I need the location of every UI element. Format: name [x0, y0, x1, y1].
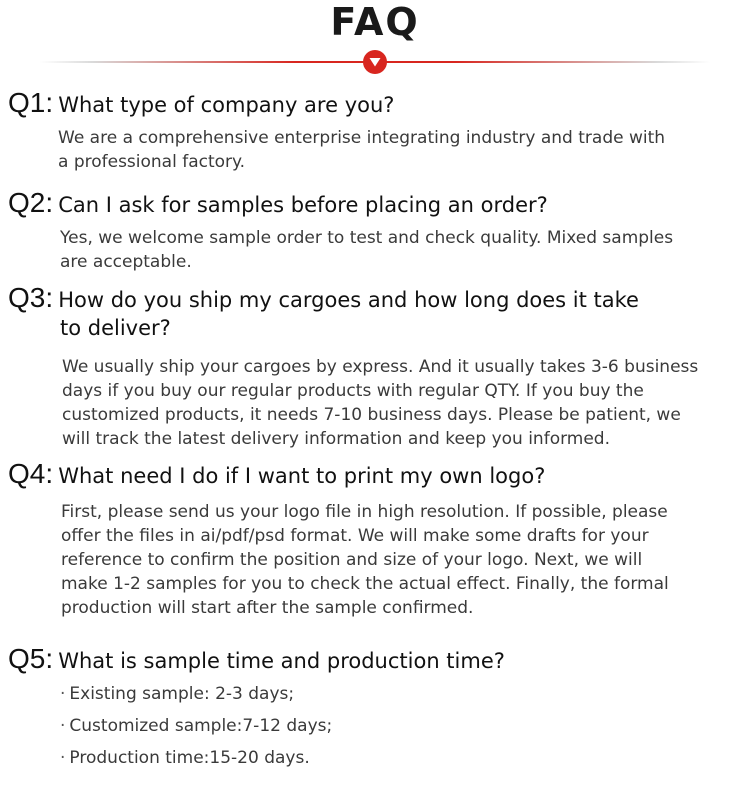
answer-line: offer the files in ai/pdf/psd format. We will make some drafts for your	[61, 526, 649, 546]
faq-question-3	[8, 282, 743, 314]
question-text: What type of company are you?	[58, 93, 395, 117]
question-number: Q1:	[8, 87, 54, 118]
answer-line: First, please send us your logo file in high resolution. If possible, please	[61, 502, 668, 522]
question-number: Q3:	[8, 282, 54, 313]
answer-line: will track the latest delivery information and keep you informed.	[62, 429, 610, 449]
faq-answer-2	[60, 226, 673, 274]
answer-line: production will start after the sample confirmed.	[61, 598, 474, 618]
faq-answer-1	[58, 126, 665, 174]
faq-question-2	[8, 187, 743, 219]
faq-question-5	[8, 643, 743, 675]
bullet-marker: ·	[60, 684, 66, 704]
question-text: How do you ship my cargoes and how long does it take	[58, 288, 639, 312]
chevron-down-icon	[363, 50, 387, 74]
question-text-continued: to deliver?	[60, 316, 171, 340]
answer-line: We usually ship your cargoes by express. And it usually takes 3-6 business	[62, 357, 699, 377]
bullet-text: Existing sample: 2-3 days;	[69, 684, 295, 704]
answer-line: We are a comprehensive enterprise integrating industry and trade with	[58, 128, 666, 148]
page-title: FAQ	[330, 0, 420, 44]
question-text: What need I do if I want to print my own logo?	[58, 464, 546, 488]
list-item	[60, 716, 332, 736]
answer-line: reference to confirm the position and size of your logo. Next, we will	[61, 550, 643, 570]
answer-line: customized products, it needs 7-10 business days. Please be patient, we	[62, 405, 681, 425]
bullet-marker: ·	[60, 748, 66, 768]
list-item	[60, 748, 310, 768]
answer-line: are acceptable.	[60, 252, 192, 272]
bullet-text: Production time:15-20 days.	[69, 748, 310, 768]
list-item	[60, 684, 294, 704]
faq-answer-4	[61, 500, 669, 620]
question-number: Q4:	[8, 458, 54, 489]
answer-line: make 1-2 samples for you to check the actual effect. Finally, the formal	[61, 574, 669, 594]
answer-line: Yes, we welcome sample order to test and check quality. Mixed samples	[60, 228, 674, 248]
answer-line: a professional factory.	[58, 152, 246, 172]
faq-question-1	[8, 87, 743, 119]
question-number: Q5:	[8, 643, 54, 674]
bullet-text: Customized sample:7-12 days;	[69, 716, 333, 736]
bullet-marker: ·	[60, 716, 66, 736]
question-text: Can I ask for samples before placing an order?	[58, 193, 548, 217]
faq-question-4	[8, 458, 743, 490]
answer-line: days if you buy our regular products with regular QTY. If you buy the	[62, 381, 644, 401]
question-text: What is sample time and production time?	[58, 649, 505, 673]
faq-answer-3	[62, 355, 698, 451]
question-number: Q2:	[8, 187, 54, 218]
